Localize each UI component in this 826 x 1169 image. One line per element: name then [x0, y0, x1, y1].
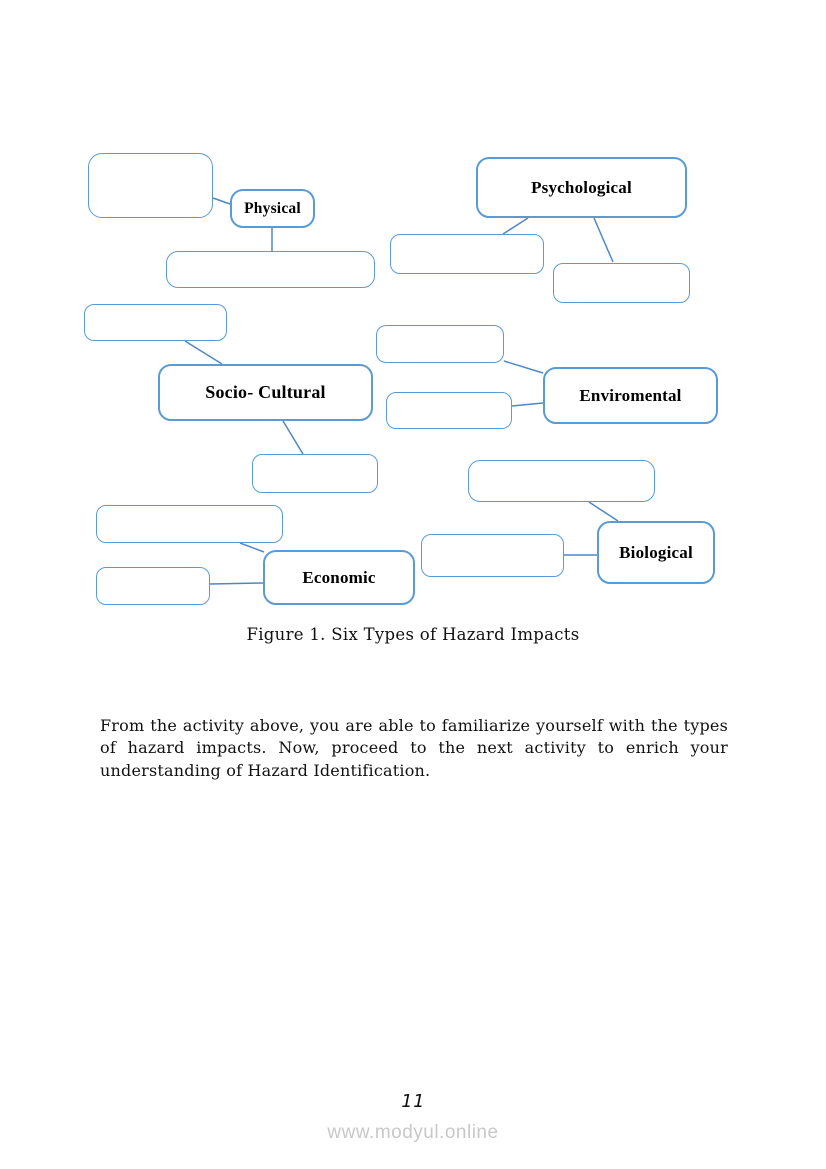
- node-blank-4: [553, 263, 690, 303]
- node-blank-1: [88, 153, 213, 218]
- node-physical-label: Physical: [244, 199, 301, 217]
- node-biological: [597, 521, 715, 584]
- node-socio-cultural: [158, 364, 373, 421]
- body-paragraph: From the activity above, you are able to familiarize yourself with the types of hazard impacts. Now, proceed to the next activity to enrich your understanding of Hazard Identification.: [100, 716, 728, 780]
- node-blank-9: [468, 460, 655, 502]
- watermark-text: www.modyul.online: [327, 1122, 499, 1143]
- connector-blank9-biological: [589, 502, 618, 521]
- page-number: 11: [401, 1091, 425, 1112]
- node-biological-label: Biological: [619, 542, 693, 562]
- connector-blank1-physical: [213, 198, 230, 204]
- connector-socio-blank6: [283, 421, 303, 454]
- node-socio-cultural-label: Socio- Cultural: [205, 382, 326, 402]
- node-enviromental: [543, 367, 718, 424]
- node-blank-7: [376, 325, 504, 363]
- node-psychological: [476, 157, 687, 218]
- connector-blank11-economic: [240, 543, 264, 552]
- node-enviromental-label: Enviromental: [579, 385, 682, 405]
- node-blank-6: [252, 454, 378, 493]
- node-blank-12: [96, 567, 210, 605]
- node-blank-11: [96, 505, 283, 543]
- node-blank-3: [390, 234, 544, 274]
- figure-caption: Figure 1. Six Types of Hazard Impacts: [246, 625, 580, 644]
- connector-psychological-blank3: [503, 218, 528, 234]
- connector-blank12-economic: [210, 583, 263, 584]
- node-physical: [230, 189, 315, 228]
- connector-blank5-socio: [185, 341, 222, 364]
- connector-blank8-enviromental: [512, 403, 543, 406]
- connector-psychological-blank4: [594, 218, 613, 262]
- node-economic: [263, 550, 415, 605]
- node-economic-label: Economic: [302, 567, 376, 587]
- node-psychological-label: Psychological: [531, 177, 632, 197]
- node-blank-8: [386, 392, 512, 429]
- node-blank-10: [421, 534, 564, 577]
- connector-blank7-enviromental: [504, 361, 543, 373]
- node-blank-5: [84, 304, 227, 341]
- node-blank-2: [166, 251, 375, 288]
